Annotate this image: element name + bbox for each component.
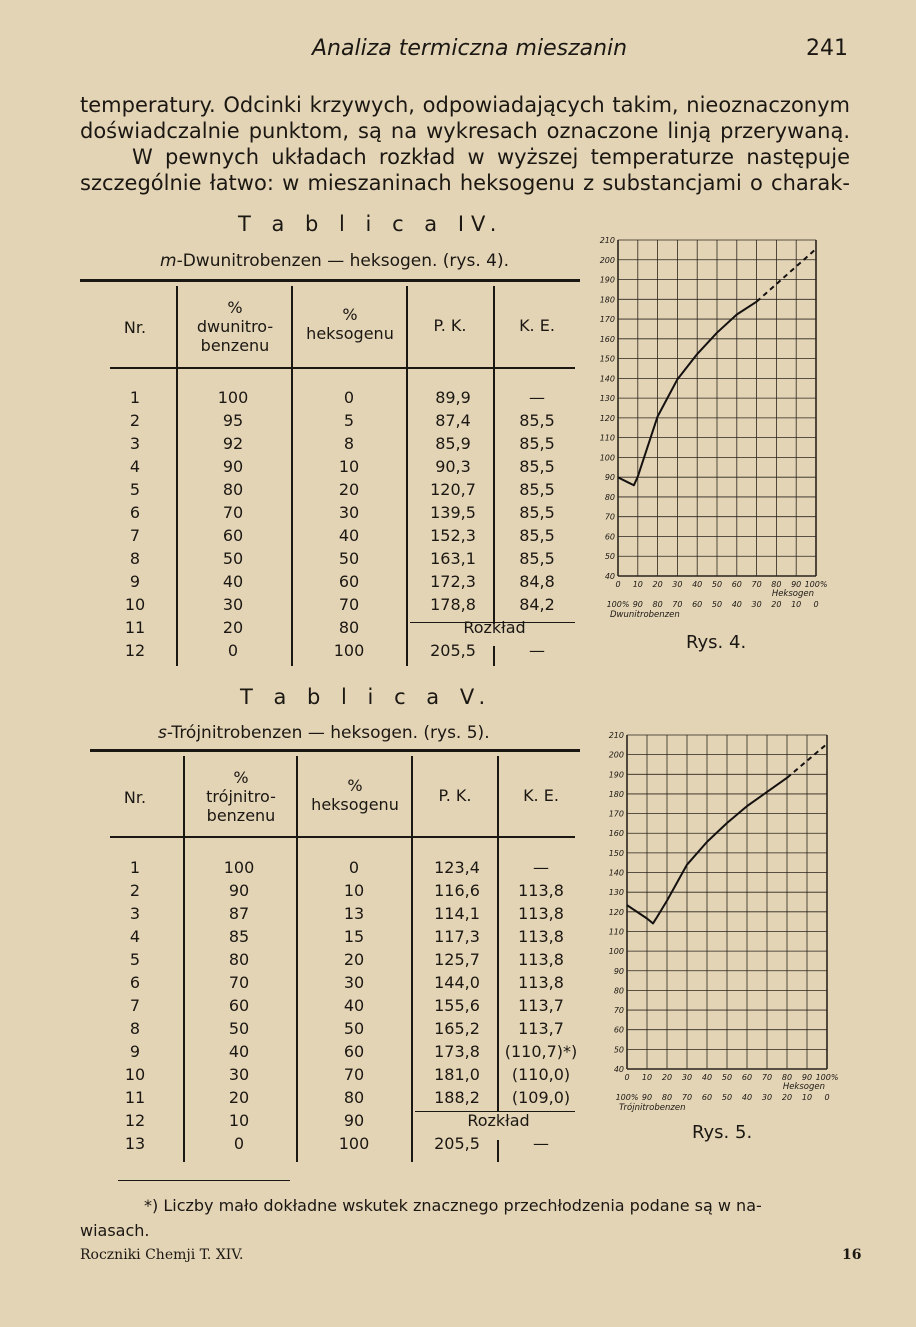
paragraph-line: temperatury. Odcinki krzywych, odpowiadających takim, nieoznaczonym (80, 93, 850, 117)
table-cell-nr: 10 (124, 595, 146, 614)
table-cell-nr: 11 (124, 1088, 146, 1107)
table-cell-pk: 116,6 (434, 881, 480, 900)
x-tick-label-bottom: 50 (721, 1093, 733, 1102)
table4-body (110, 388, 580, 670)
y-tick-label: 120 (608, 907, 624, 917)
table-cell-b: 5 (343, 411, 355, 430)
x-tick-label-top: 40 (692, 580, 703, 589)
x-tick-label-top: 60 (731, 580, 742, 589)
x-tick-label-bottom: 10 (791, 600, 802, 609)
table5-top-rule (90, 749, 580, 752)
sheet-number: 16 (842, 1247, 862, 1263)
table-cell-ke: 113,7 (518, 996, 564, 1015)
table-cell-pk: 89,9 (435, 388, 471, 407)
pct-sign: % (347, 776, 363, 795)
x-tick-label-top: 100% (804, 580, 828, 589)
table-cell-b: 80 (343, 1088, 365, 1107)
table-cell-nr: 5 (129, 950, 141, 969)
table-cell-pk: 87,4 (435, 411, 471, 430)
x-tick-label-bottom: 60 (701, 1093, 713, 1102)
y-tick-label: 140 (608, 868, 624, 878)
y-tick-label: 50 (604, 552, 615, 562)
x-axis-label-bottom: Dwunitrobenzen (610, 610, 680, 620)
table-cell-ke: 85,5 (519, 457, 555, 476)
x-tick-label-top: 70 (751, 580, 762, 589)
table-cell-b: 40 (343, 996, 365, 1015)
running-head: Analiza termiczna mieszanin (312, 36, 628, 61)
table-cell-nr: 9 (129, 1042, 141, 1061)
table-cell-pk: 123,4 (434, 858, 480, 877)
table-cell-pk: 152,3 (430, 526, 476, 545)
table-cell-pk: 178,8 (430, 595, 476, 614)
table-cell-b: 20 (343, 950, 365, 969)
y-tick-label: 70 (613, 1006, 624, 1016)
y-tick-label: 190 (599, 275, 615, 285)
table4-header-pk: P. K. (433, 316, 467, 335)
table5-header-nr: Nr. (123, 788, 147, 807)
journal-footer: Roczniki Chemji T. XIV. (80, 1247, 244, 1263)
y-tick-label: 210 (599, 236, 615, 245)
table-cell-nr: 3 (129, 904, 141, 923)
x-tick-label-top: 40 (701, 1073, 713, 1082)
table-cell-nr: 3 (129, 434, 141, 453)
table-cell-b: 40 (338, 526, 360, 545)
y-tick-label: 120 (599, 413, 615, 423)
y-tick-label: 50 (613, 1045, 624, 1055)
table-cell-b: 10 (343, 881, 365, 900)
table-cell-b: 50 (343, 1019, 365, 1038)
y-tick-label: 210 (608, 731, 624, 740)
table-cell-ke: — (529, 388, 545, 407)
table-cell-a: 40 (222, 572, 244, 591)
table-cell-b: 60 (338, 572, 360, 591)
table-cell-b: 70 (343, 1065, 365, 1084)
table-cell-b: 20 (338, 480, 360, 499)
table5-subtitle: s-Trójnitrobenzen — heksogen. (rys. 5). (158, 723, 490, 743)
header-text: dwunitro- (196, 317, 274, 336)
table-cell-b: 13 (343, 904, 365, 923)
x-tick-label-top: 50 (721, 1073, 733, 1082)
table-cell-ke: 113,7 (518, 1019, 564, 1038)
header-text: heksogenu (311, 795, 399, 814)
x-tick-label-bottom: 20 (771, 600, 782, 609)
table-cell-pk: 114,1 (434, 904, 480, 923)
table-cell-pk: 117,3 (434, 927, 480, 946)
table-cell-a: 20 (222, 618, 244, 637)
table-cell-pk: 172,3 (430, 572, 476, 591)
table-cell-b: 30 (343, 973, 365, 992)
table-cell-a: 80 (228, 950, 250, 969)
table-cell-nr: 13 (124, 1134, 146, 1153)
figure4-label: Rys. 4. (686, 632, 747, 653)
table-cell-merged: Rozkład (467, 1111, 530, 1130)
table5-title: T a b l i c a V. (240, 685, 493, 709)
table-cell-b: 100 (333, 641, 365, 660)
table-cell-a: 0 (227, 641, 239, 660)
y-tick-label: 110 (608, 927, 624, 937)
x-tick-label-top: 0 (624, 1073, 630, 1082)
table-cell-ke: (110,0) (511, 1065, 571, 1084)
y-tick-label: 130 (608, 888, 624, 898)
y-tick-label: 160 (608, 829, 624, 839)
table-cell-ke: 113,8 (518, 973, 564, 992)
table-cell-b: 10 (338, 457, 360, 476)
y-tick-label: 200 (599, 255, 615, 265)
table-cell-nr: 12 (124, 641, 146, 660)
x-tick-label-top: 100% (815, 1073, 839, 1082)
table-cell-a: 20 (228, 1088, 250, 1107)
x-tick-label-bottom: 80 (661, 1093, 673, 1102)
table-cell-nr: 4 (129, 457, 141, 476)
table-cell-a: 70 (228, 973, 250, 992)
table-cell-b: 90 (343, 1111, 365, 1130)
x-tick-label-top: 90 (801, 1073, 813, 1082)
x-tick-label-bottom: 90 (641, 1093, 653, 1102)
table-cell-b: 50 (338, 549, 360, 568)
x-tick-label-top: 80 (781, 1073, 793, 1082)
x-tick-label-top: 10 (632, 580, 643, 589)
table-cell-pk: 181,0 (434, 1065, 480, 1084)
pct-sign: % (342, 305, 358, 324)
table4-subtitle-text: -Dwunitrobenzen — heksogen. (rys. 4). (176, 251, 510, 271)
table-cell-b: 0 (348, 858, 360, 877)
table-cell-ke: 85,5 (519, 434, 555, 453)
table-cell-pk: 139,5 (430, 503, 476, 522)
table-cell-ke: 85,5 (519, 526, 555, 545)
y-tick-label: 180 (599, 295, 615, 305)
x-tick-label-bottom: 90 (632, 600, 643, 609)
table-cell-ke: 85,5 (519, 411, 555, 430)
table-cell-b: 30 (338, 503, 360, 522)
x-tick-label-bottom: 10 (801, 1093, 813, 1102)
table-cell-a: 60 (228, 996, 250, 1015)
table-cell-pk: 205,5 (430, 641, 476, 660)
table4-top-rule (80, 279, 580, 282)
y-tick-label: 180 (608, 789, 624, 799)
table-cell-nr: 7 (129, 526, 141, 545)
table-cell-ke: 85,5 (519, 549, 555, 568)
pct-sign: % (227, 298, 243, 317)
table-cell-a: 100 (223, 858, 255, 877)
x-tick-label-bottom: 40 (731, 600, 742, 609)
x-tick-label-top: 50 (711, 580, 723, 589)
x-tick-label-bottom: 30 (761, 1093, 773, 1102)
footnote-rule (118, 1180, 290, 1181)
table-cell-pk: 155,6 (434, 996, 480, 1015)
x-tick-label-top: 0 (615, 580, 621, 589)
table-cell-b: 15 (343, 927, 365, 946)
table5-subtitle-text: -Trójnitrobenzen — heksogen. (rys. 5). (166, 723, 490, 743)
table4-header-ke: K. E. (519, 316, 555, 335)
table-cell-a: 10 (228, 1111, 250, 1130)
x-tick-label-top: 30 (681, 1073, 693, 1082)
x-tick-label-top: 90 (791, 580, 802, 589)
table-cell-pk: 165,2 (434, 1019, 480, 1038)
table-cell-ke: 113,8 (518, 950, 564, 969)
x-tick-label-bottom: 40 (741, 1093, 753, 1102)
table-cell-ke: (110,7)*) (504, 1042, 578, 1061)
y-tick-label: 90 (613, 966, 624, 976)
table-cell-nr: 2 (129, 411, 141, 430)
table4-header-rule (110, 367, 575, 369)
x-tick-label-bottom: 70 (672, 600, 683, 609)
table-cell-ke: (109,0) (511, 1088, 571, 1107)
table-cell-b: 8 (343, 434, 355, 453)
table-cell-nr: 11 (124, 618, 146, 637)
y-tick-label: 80 (604, 492, 615, 502)
x-tick-label-bottom: 0 (813, 600, 819, 609)
table-cell-a: 92 (222, 434, 244, 453)
table-cell-a: 50 (222, 549, 244, 568)
table-cell-b: 0 (343, 388, 355, 407)
x-tick-label-top: 10 (641, 1073, 653, 1082)
table-cell-a: 30 (222, 595, 244, 614)
x-tick-label-bottom: 60 (692, 600, 703, 609)
table4-title: T a b l i c a IV. (238, 212, 504, 236)
table-cell-nr: 6 (129, 973, 141, 992)
header-text: trójnitro- (206, 787, 276, 806)
table-cell-a: 40 (228, 1042, 250, 1061)
table-cell-nr: 8 (129, 1019, 141, 1038)
table-cell-pk: 125,7 (434, 950, 480, 969)
table-cell-pk: 144,0 (434, 973, 480, 992)
x-tick-label-bottom: 20 (781, 1093, 793, 1102)
x-tick-label-top: 20 (661, 1073, 673, 1082)
table-cell-ke: 113,8 (518, 927, 564, 946)
x-tick-label-bottom: 100% (606, 600, 630, 609)
table-cell-a: 90 (222, 457, 244, 476)
table-cell-nr: 2 (129, 881, 141, 900)
table-cell-ke: 85,5 (519, 503, 555, 522)
table4-header-col1 (180, 298, 290, 355)
x-tick-label-bottom: 30 (751, 600, 762, 609)
table-cell-a: 90 (228, 881, 250, 900)
footnote-line: *) Liczby mało dokładne wskutek znacznego przechłodzenia podane są w na- (144, 1196, 762, 1215)
y-tick-label: 70 (604, 512, 615, 522)
table-cell-ke: 85,5 (519, 480, 555, 499)
table5-header-rule (110, 836, 575, 838)
table-cell-ke: — (529, 641, 545, 660)
table-cell-nr: 1 (129, 388, 141, 407)
table-cell-a: 100 (217, 388, 249, 407)
x-tick-label-bottom: 50 (711, 600, 723, 609)
paragraph-line: doświadczalnie punktom, są na wykresach oznaczone linją przerywaną. (80, 119, 850, 143)
table-cell-a: 95 (222, 411, 244, 430)
y-tick-label: 200 (608, 750, 624, 760)
y-tick-label: 150 (599, 354, 615, 364)
table5-header-ke: K. E. (523, 786, 559, 805)
x-tick-label-bottom: 70 (681, 1093, 693, 1102)
y-tick-label: 60 (604, 532, 615, 542)
figure4-chart (580, 225, 870, 645)
table-cell-a: 0 (233, 1134, 245, 1153)
table5-header-col1 (186, 768, 296, 825)
table-cell-a: 70 (222, 503, 244, 522)
table-cell-b: 80 (338, 618, 360, 637)
body-paragraph (80, 92, 850, 196)
x-tick-label-top: 70 (761, 1073, 773, 1082)
table5-header-pk: P. K. (438, 786, 472, 805)
y-tick-label: 40 (604, 572, 615, 581)
footnote (80, 1193, 850, 1243)
table-cell-a: 50 (228, 1019, 250, 1038)
x-axis-label-top: Heksogen (771, 589, 814, 599)
x-tick-label-top: 80 (771, 580, 782, 589)
y-tick-label: 140 (599, 374, 615, 384)
x-tick-label-top: 20 (652, 580, 663, 589)
x-tick-label-bottom: 0 (824, 1093, 830, 1102)
table5-body (110, 858, 580, 1164)
table-cell-a: 87 (228, 904, 250, 923)
table-cell-pk: 85,9 (435, 434, 471, 453)
table-cell-ke: 84,2 (519, 595, 555, 614)
x-tick-label-bottom: 100% (615, 1093, 639, 1102)
x-axis-label-top: Heksogen (782, 1082, 825, 1092)
y-tick-label: 60 (613, 1025, 624, 1035)
y-tick-label: 150 (608, 848, 624, 858)
table-cell-a: 30 (228, 1065, 250, 1084)
y-tick-label: 40 (613, 1065, 624, 1074)
table-cell-nr: 12 (124, 1111, 146, 1130)
table5-header-col2 (299, 776, 411, 814)
table-cell-nr: 4 (129, 927, 141, 946)
table-cell-nr: 5 (129, 480, 141, 499)
y-tick-label: 170 (608, 809, 624, 819)
x-tick-label-top: 60 (741, 1073, 753, 1082)
table-cell-pk: 205,5 (434, 1134, 480, 1153)
table-cell-b: 60 (343, 1042, 365, 1061)
table-cell-ke: 84,8 (519, 572, 555, 591)
table-cell-ke: 113,8 (518, 904, 564, 923)
table-cell-nr: 10 (124, 1065, 146, 1084)
y-tick-label: 80 (613, 986, 624, 996)
table-cell-pk: 90,3 (435, 457, 471, 476)
x-tick-label-top: 30 (672, 580, 683, 589)
table-cell-ke: 113,8 (518, 881, 564, 900)
paragraph-line: szczególnie łatwo: w mieszaninach heksogenu z substancjami o charak- (80, 171, 850, 195)
table4-header-nr: Nr. (123, 318, 147, 337)
table-cell-a: 60 (222, 526, 244, 545)
x-tick-label-bottom: 80 (652, 600, 663, 609)
table-cell-ke: — (533, 1134, 549, 1153)
header-text: benzenu (206, 806, 276, 825)
table-cell-nr: 7 (129, 996, 141, 1015)
table4-header-col2 (294, 305, 406, 343)
y-tick-label: 110 (599, 433, 615, 443)
liquidus-curve-dashed (757, 249, 816, 302)
table-cell-nr: 8 (129, 549, 141, 568)
paragraph-line: W pewnych układach rozkład w wyższej temperaturze następuje (132, 145, 850, 169)
y-tick-label: 130 (599, 394, 615, 404)
y-tick-label: 100 (599, 453, 615, 463)
table-cell-a: 80 (222, 480, 244, 499)
table-cell-merged: Rozkład (463, 618, 526, 637)
y-tick-label: 190 (608, 770, 624, 780)
figure5-label: Rys. 5. (692, 1122, 753, 1143)
y-tick-label: 100 (608, 947, 624, 957)
x-axis-label-bottom: Trójnitrobenzen (619, 1103, 686, 1113)
y-tick-label: 160 (599, 334, 615, 344)
footnote-line: wiasach. (80, 1221, 150, 1240)
header-text: benzenu (200, 336, 270, 355)
table-cell-pk: 163,1 (430, 549, 476, 568)
table-cell-pk: 188,2 (434, 1088, 480, 1107)
y-tick-label: 170 (599, 315, 615, 325)
y-tick-label: 90 (604, 473, 615, 483)
header-text: heksogenu (306, 324, 394, 343)
page-number: 241 (806, 36, 848, 61)
table-cell-b: 70 (338, 595, 360, 614)
table-cell-nr: 1 (129, 858, 141, 877)
table-cell-nr: 9 (129, 572, 141, 591)
pct-sign: % (233, 768, 249, 787)
table-cell-b: 100 (338, 1134, 370, 1153)
table-cell-pk: 173,8 (434, 1042, 480, 1061)
figure5-chart (585, 718, 875, 1128)
table-cell-pk: 120,7 (430, 480, 476, 499)
table4-subtitle: m-Dwunitrobenzen — heksogen. (rys. 4). (160, 251, 510, 271)
table-cell-ke: — (533, 858, 549, 877)
table-cell-nr: 6 (129, 503, 141, 522)
table-cell-a: 85 (228, 927, 250, 946)
